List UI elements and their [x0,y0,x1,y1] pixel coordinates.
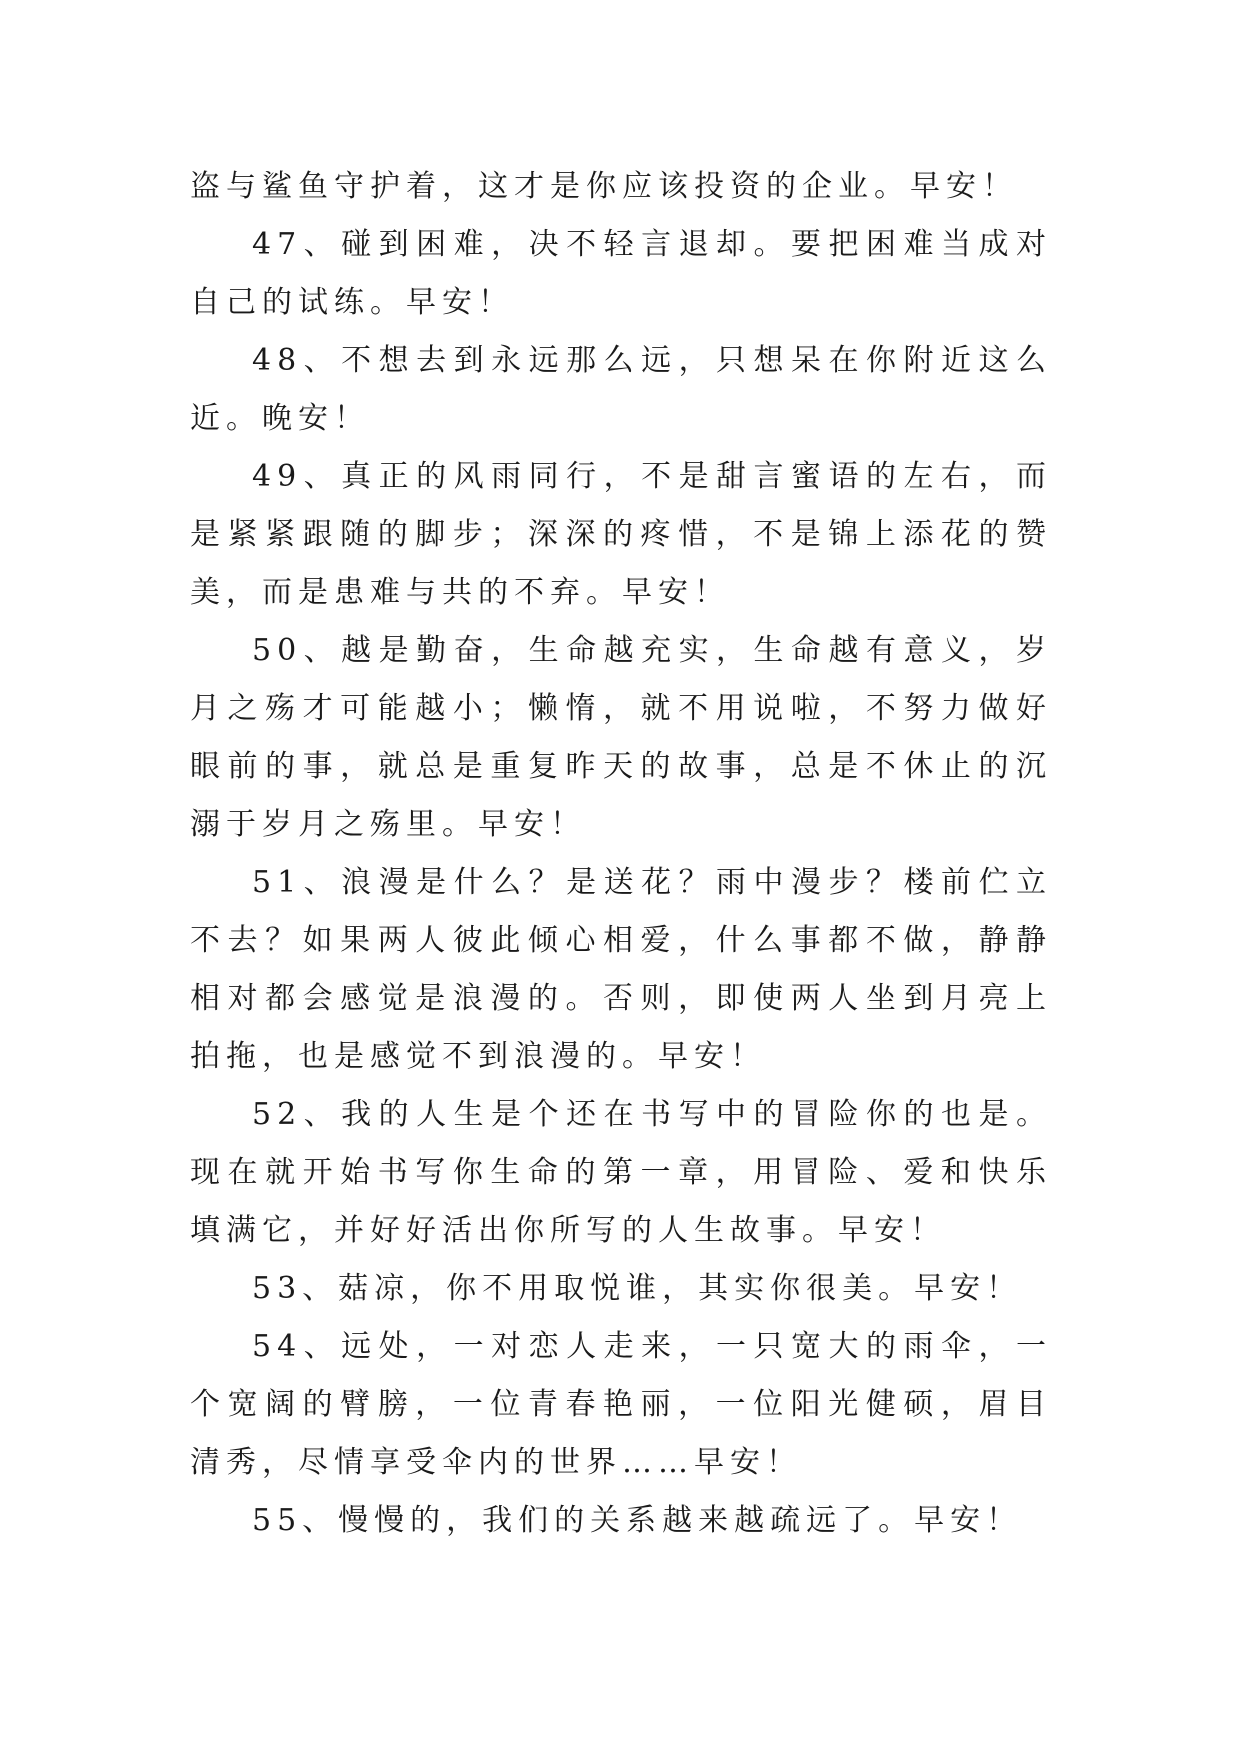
paragraph-54: 54、远处，一对恋人走来，一只宽大的雨伞，一个宽阔的臂膀，一位青春艳丽，一位阳光健硕，眉目清秀，尽情享受伞内的世界……早安！ [190,1329,1052,1480]
paragraph-51: 51、浪漫是什么？是送花？雨中漫步？楼前伫立不去？如果两人彼此倾心相爱，什么事都不做，静静相对都会感觉是浪漫的。否则，即使两人坐到月亮上拍拖，也是感觉不到浪漫的。早安！ [190,865,1052,1074]
paragraph-53: 53、菇凉，你不用取悦谁，其实你很美。早安！ [252,1271,1023,1306]
paragraph-49: 49、真正的风雨同行，不是甜言蜜语的左右，而是紧紧跟随的脚步；深深的疼惜，不是锦上添花的赞美，而是患难与共的不弃。早安！ [190,459,1052,610]
text-body [190,158,1052,1550]
paragraph-47: 47、碰到困难，决不轻言退却。要把困难当成对自己的试练。早安！ [190,227,1052,320]
paragraph-continuation: 盗与鲨鱼守护着，这才是你应该投资的企业。早安！ [190,169,1018,204]
paragraph-52: 52、我的人生是个还在书写中的冒险你的也是。现在就开始书写你生命的第一章，用冒险、爱和快乐填满它，并好好活出你所写的人生故事。早安！ [190,1097,1052,1248]
paragraph-48: 48、不想去到永远那么远，只想呆在你附近这么近。晚安！ [190,343,1052,436]
paragraph-50: 50、越是勤奋，生命越充实，生命越有意义，岁月之殇才可能越小；懒惰，就不用说啦，不努力做好眼前的事，就总是重复昨天的故事，总是不休止的沉溺于岁月之殇里。早安！ [190,633,1052,842]
paragraph-55: 55、慢慢的，我们的关系越来越疏远了。早安！ [252,1503,1023,1538]
